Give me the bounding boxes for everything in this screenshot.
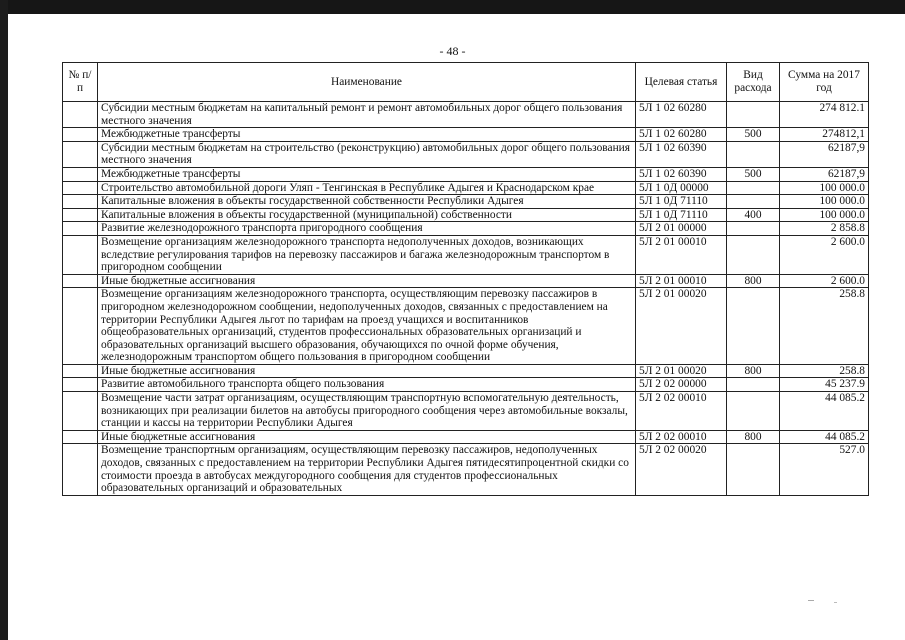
row-name-cell: Иные бюджетные ассигнования bbox=[98, 364, 636, 378]
header-sum: Сумма на 2017 год bbox=[780, 63, 869, 102]
row-kind-cell: 500 bbox=[727, 167, 780, 181]
row-name-cell: Развитие автомобильного транспорта общего пользования bbox=[98, 378, 636, 392]
row-name-cell: Возмещение части затрат организациям, осуществляющим транспортную вспомогательную деятельность, возникающих при реализации билетов на автобусы пригородного сообщения через автомобильные вокзалы, станции и кассы на территории Республики Адыгея bbox=[98, 392, 636, 431]
row-sum-cell: 100 000.0 bbox=[780, 181, 869, 195]
table-header-row bbox=[63, 63, 869, 102]
row-kind-cell: 400 bbox=[727, 208, 780, 222]
row-num-cell bbox=[63, 181, 98, 195]
scan-border-top bbox=[0, 0, 905, 14]
table-row bbox=[63, 378, 869, 392]
budget-table bbox=[62, 62, 869, 496]
row-kind-cell bbox=[727, 392, 780, 431]
table-row bbox=[63, 222, 869, 236]
row-name-cell: Межбюджетные трансферты bbox=[98, 167, 636, 181]
row-code-cell: 5Л 2 01 00010 bbox=[636, 274, 727, 288]
row-kind-cell bbox=[727, 195, 780, 209]
table-row bbox=[63, 430, 869, 444]
row-code-cell: 5Л 1 0Д 71110 bbox=[636, 195, 727, 209]
scan-speck bbox=[834, 602, 837, 603]
row-num-cell bbox=[63, 364, 98, 378]
row-code-cell: 5Л 2 02 00010 bbox=[636, 392, 727, 431]
row-sum-cell: 62187,9 bbox=[780, 167, 869, 181]
table-row bbox=[63, 274, 869, 288]
row-code-cell: 5Л 1 02 60390 bbox=[636, 167, 727, 181]
row-num-cell bbox=[63, 392, 98, 431]
row-code-cell: 5Л 2 01 00010 bbox=[636, 235, 727, 274]
table-row bbox=[63, 128, 869, 142]
table-row bbox=[63, 102, 869, 128]
row-name-cell: Возмещение организациям железнодорожного транспорта, осуществляющим перевозку пассажиров в пригородном железнодорожном сообщении, недополученных доходов, связанных с предоставлением на территории Республики Адыгея льгот по тарифам на проезд учащихся и воспитанников общеобразовательных организаций, студентов профессиональных образовательных организаций и образовательных организаций высшего образования, обучающихся по очной форме обучения, железнодорожным транспортом общего пользования в пригородном сообщении bbox=[98, 288, 636, 365]
row-code-cell: 5Л 1 02 60280 bbox=[636, 128, 727, 142]
row-code-cell: 5Л 1 0Д 71110 bbox=[636, 208, 727, 222]
row-sum-cell: 258.8 bbox=[780, 288, 869, 365]
row-code-cell: 5Л 2 01 00020 bbox=[636, 364, 727, 378]
row-sum-cell: 44 085.2 bbox=[780, 392, 869, 431]
row-name-cell: Субсидии местным бюджетам на капитальный ремонт и ремонт автомобильных дорог общего пользования местного значения bbox=[98, 102, 636, 128]
table-row bbox=[63, 208, 869, 222]
row-num-cell bbox=[63, 208, 98, 222]
row-sum-cell: 258.8 bbox=[780, 364, 869, 378]
row-sum-cell: 45 237.9 bbox=[780, 378, 869, 392]
row-name-cell: Строительство автомобильной дороги Уляп - Тенгинская в Республике Адыгея и Краснодарском крае bbox=[98, 181, 636, 195]
table-body bbox=[63, 102, 869, 496]
row-name-cell: Иные бюджетные ассигнования bbox=[98, 430, 636, 444]
row-sum-cell: 100 000.0 bbox=[780, 208, 869, 222]
row-num-cell bbox=[63, 444, 98, 495]
row-name-cell: Капитальные вложения в объекты государственной собственности Республики Адыгея bbox=[98, 195, 636, 209]
table-row bbox=[63, 392, 869, 431]
header-name: Наименование bbox=[98, 63, 636, 102]
row-kind-cell: 800 bbox=[727, 274, 780, 288]
row-code-cell: 5Л 2 02 00020 bbox=[636, 444, 727, 495]
row-code-cell: 5Л 1 0Д 00000 bbox=[636, 181, 727, 195]
row-name-cell: Развитие железнодорожного транспорта пригородного сообщения bbox=[98, 222, 636, 236]
row-name-cell: Возмещение организациям железнодорожного транспорта недополученных доходов, возникающих вследствие регулирования тарифов на перевозку пассажиров и багажа железнодорожным транспортом в пригородном сообщении bbox=[98, 235, 636, 274]
row-name-cell: Возмещение транспортным организациям, осуществляющим перевозку пассажиров, недополученных доходов, связанных с предоставлением на территории Республики Адыгея пятидесятипроцентной скидки со стоимости проезда в автобусах междугородного сообщения для студентов профессиональных образовательных организаций и образовательных bbox=[98, 444, 636, 495]
row-sum-cell: 2 858.8 bbox=[780, 222, 869, 236]
row-num-cell bbox=[63, 167, 98, 181]
row-num-cell bbox=[63, 430, 98, 444]
row-kind-cell bbox=[727, 222, 780, 236]
row-num-cell bbox=[63, 102, 98, 128]
row-name-cell: Капитальные вложения в объекты государственной (муниципальной) собственности bbox=[98, 208, 636, 222]
row-kind-cell bbox=[727, 235, 780, 274]
row-kind-cell: 800 bbox=[727, 364, 780, 378]
row-num-cell bbox=[63, 235, 98, 274]
header-code: Целевая статья bbox=[636, 63, 727, 102]
row-code-cell: 5Л 2 01 00000 bbox=[636, 222, 727, 236]
table-row bbox=[63, 444, 869, 495]
row-num-cell bbox=[63, 222, 98, 236]
row-sum-cell: 44 085.2 bbox=[780, 430, 869, 444]
table-row bbox=[63, 141, 869, 167]
row-kind-cell bbox=[727, 444, 780, 495]
row-code-cell: 5Л 1 02 60280 bbox=[636, 102, 727, 128]
row-kind-cell: 500 bbox=[727, 128, 780, 142]
row-num-cell bbox=[63, 128, 98, 142]
row-name-cell: Иные бюджетные ассигнования bbox=[98, 274, 636, 288]
row-num-cell bbox=[63, 141, 98, 167]
row-kind-cell bbox=[727, 378, 780, 392]
table-row bbox=[63, 195, 869, 209]
row-name-cell: Межбюджетные трансферты bbox=[98, 128, 636, 142]
row-sum-cell: 274812,1 bbox=[780, 128, 869, 142]
row-sum-cell: 527.0 bbox=[780, 444, 869, 495]
row-sum-cell: 2 600.0 bbox=[780, 235, 869, 274]
row-code-cell: 5Л 1 02 60390 bbox=[636, 141, 727, 167]
table-row bbox=[63, 235, 869, 274]
row-code-cell: 5Л 2 02 00000 bbox=[636, 378, 727, 392]
row-kind-cell bbox=[727, 141, 780, 167]
row-name-cell: Субсидии местным бюджетам на строительство (реконструкцию) автомобильных дорог общего пользования местного значения bbox=[98, 141, 636, 167]
row-num-cell bbox=[63, 274, 98, 288]
scan-speck bbox=[808, 600, 814, 601]
row-kind-cell: 800 bbox=[727, 430, 780, 444]
row-kind-cell bbox=[727, 102, 780, 128]
row-code-cell: 5Л 2 01 00020 bbox=[636, 288, 727, 365]
row-sum-cell: 62187,9 bbox=[780, 141, 869, 167]
row-kind-cell bbox=[727, 181, 780, 195]
page-number: - 48 - bbox=[439, 44, 466, 58]
table-row bbox=[63, 364, 869, 378]
row-kind-cell bbox=[727, 288, 780, 365]
table-row bbox=[63, 288, 869, 365]
header-num: № п/п bbox=[63, 63, 98, 102]
row-sum-cell: 274 812.1 bbox=[780, 102, 869, 128]
table-row bbox=[63, 167, 869, 181]
row-num-cell bbox=[63, 195, 98, 209]
row-num-cell bbox=[63, 378, 98, 392]
table-row bbox=[63, 181, 869, 195]
row-sum-cell: 2 600.0 bbox=[780, 274, 869, 288]
header-kind: Вид расхода bbox=[727, 63, 780, 102]
scan-border-left bbox=[0, 0, 8, 640]
row-code-cell: 5Л 2 02 00010 bbox=[636, 430, 727, 444]
row-num-cell bbox=[63, 288, 98, 365]
row-sum-cell: 100 000.0 bbox=[780, 195, 869, 209]
